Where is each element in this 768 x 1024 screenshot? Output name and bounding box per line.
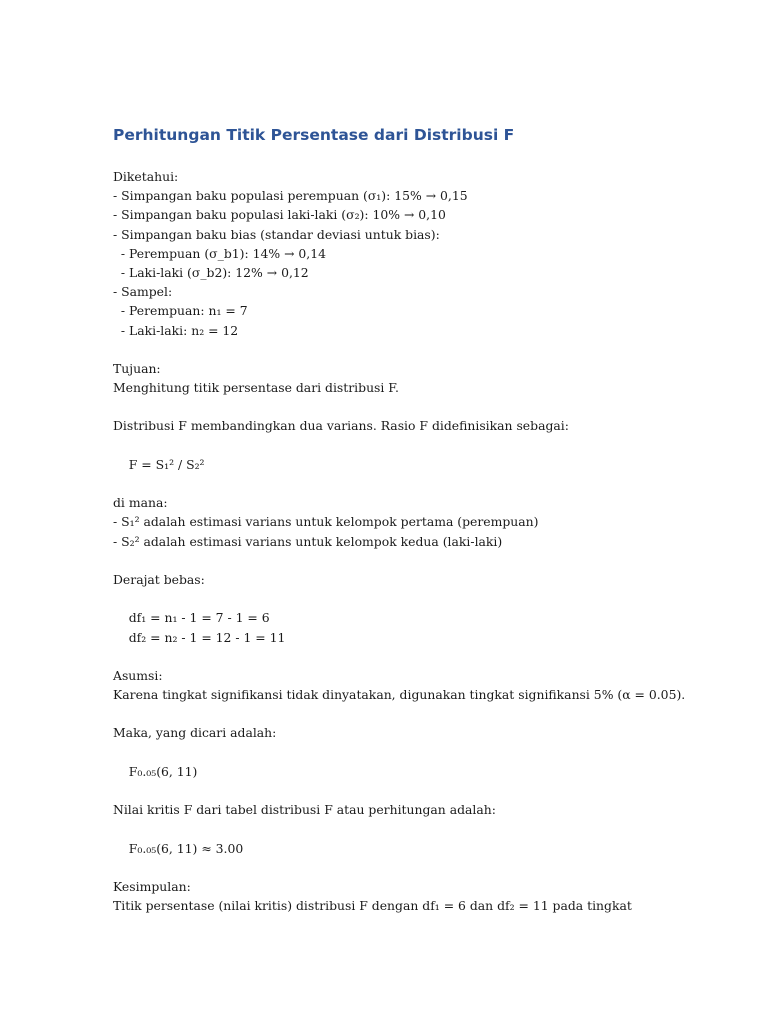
text-line: - Laki-laki: n₂ = 12 xyxy=(113,322,239,338)
text-line: df₂ = n₂ - 1 = 12 - 1 = 11 xyxy=(113,629,286,645)
blank-line xyxy=(113,743,733,762)
text-line: - Laki-laki (σ_b2): 12% → 0,12 xyxy=(113,264,309,280)
text-line: Asumsi: xyxy=(113,667,163,683)
text-line: - Simpangan baku bias (standar deviasi untuk bias): xyxy=(113,226,440,242)
text-line: - Simpangan baku populasi laki-laki (σ₂): 10% → 0,10 xyxy=(113,207,446,223)
document-body xyxy=(113,167,733,915)
blank-line xyxy=(113,704,733,723)
blank-line xyxy=(113,436,733,455)
blank-line xyxy=(113,781,733,800)
blank-line xyxy=(113,858,733,877)
text-line: Tujuan: xyxy=(113,360,161,376)
blank-line xyxy=(113,474,733,493)
blank-line xyxy=(113,340,733,359)
text-line: Distribusi F membandingkan dua varians. Rasio F didefinisikan sebagai: xyxy=(113,418,569,434)
text-line: F₀.₀₅(6, 11) ≈ 3.00 xyxy=(113,840,244,856)
text-line: Derajat bebas: xyxy=(113,571,205,587)
blank-line xyxy=(113,589,733,608)
blank-line xyxy=(113,551,733,570)
text-line: - S₁² adalah estimasi varians untuk kelompok pertama (perempuan) xyxy=(113,514,539,530)
text-line: - S₂² adalah estimasi varians untuk kelompok kedua (laki-laki) xyxy=(113,533,503,549)
blank-line xyxy=(113,647,733,666)
text-line: Menghitung titik persentase dari distribusi F. xyxy=(113,380,399,396)
document-page xyxy=(113,124,733,915)
blank-line xyxy=(113,819,733,838)
title-spacing xyxy=(113,146,733,167)
text-line: F = S₁² / S₂² xyxy=(113,456,205,472)
text-line: - Sampel: xyxy=(113,284,173,300)
text-line: Maka, yang dicari adalah: xyxy=(113,725,277,741)
text-line: - Perempuan (σ_b1): 14% → 0,14 xyxy=(113,245,326,261)
text-line: Diketahui: xyxy=(113,169,179,184)
text-line: Nilai kritis F dari tabel distribusi F atau perhitungan adalah: xyxy=(113,802,496,818)
text-line: F₀.₀₅(6, 11) xyxy=(113,763,198,779)
document-title: Perhitungan Titik Persentase dari Distribusi F xyxy=(113,126,515,144)
text-line: df₁ = n₁ - 1 = 7 - 1 = 6 xyxy=(113,610,270,626)
text-line: Karena tingkat signifikansi tidak dinyatakan, digunakan tingkat signifikansi 5% (α = 0.05). xyxy=(113,687,686,703)
text-line: di mana: xyxy=(113,495,168,511)
blank-line xyxy=(113,397,733,416)
text-line: Titik persentase (nilai kritis) distribusi F dengan df₁ = 6 dan df₂ = 11 pada tingkat xyxy=(113,898,632,914)
text-line: - Perempuan: n₁ = 7 xyxy=(113,303,248,319)
text-line: Kesimpulan: xyxy=(113,878,191,894)
text-line: - Simpangan baku populasi perempuan (σ₁): 15% → 0,15 xyxy=(113,188,468,204)
